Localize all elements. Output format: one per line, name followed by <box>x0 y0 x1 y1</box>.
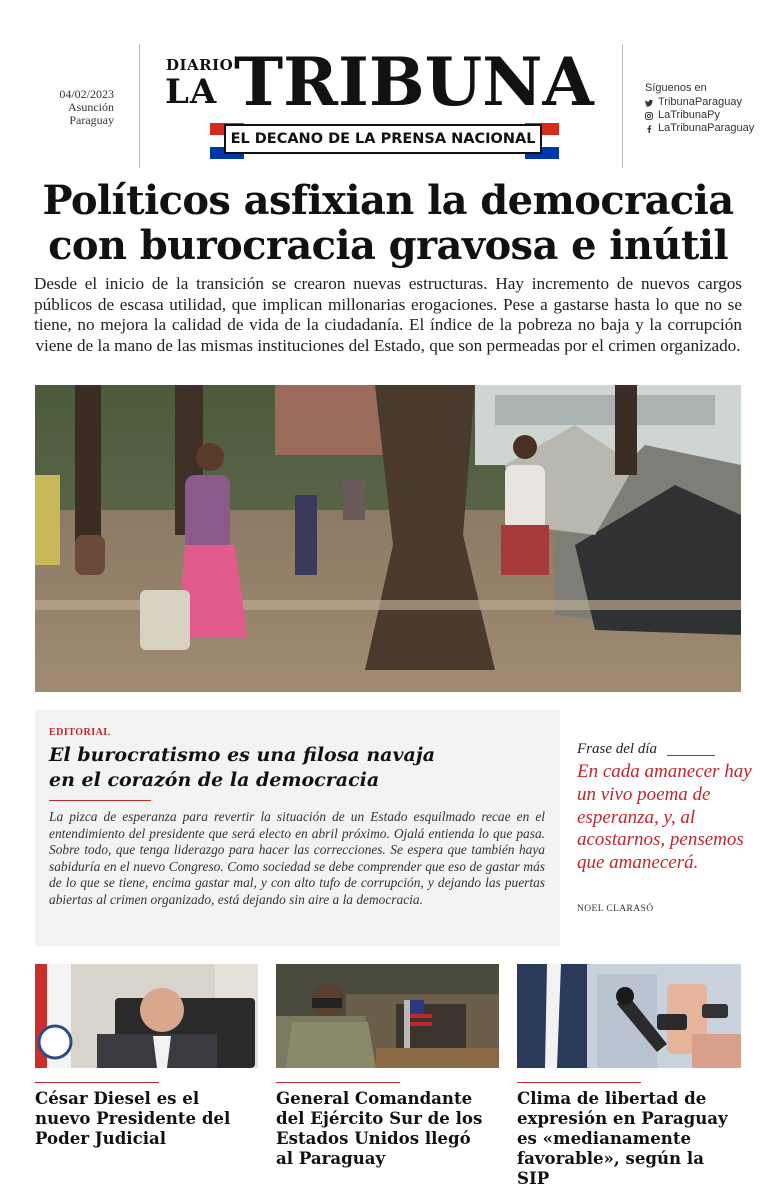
story-3-divider <box>517 1082 641 1083</box>
story-2-illustration <box>276 964 499 1068</box>
editorial-divider <box>49 800 151 801</box>
social-link-facebook[interactable] <box>645 122 770 135</box>
social-links <box>645 82 770 135</box>
main-photo[interactable] <box>35 385 741 692</box>
masthead-divider-left <box>139 44 140 168</box>
twitter-icon <box>645 99 653 107</box>
frase-divider <box>667 755 715 756</box>
story-1-title[interactable]: César Diesel es el nuevo Presidente del Poder Judicial <box>35 1088 231 1148</box>
logo-slogan: EL DECANO DE LA PRENSA NACIONAL <box>224 124 542 154</box>
social-link-twitter[interactable] <box>645 96 770 109</box>
frase-quote: En cada amanecer hay un vivo poema de esperanza, y, al acostarnos, pensemos que amanecerá. <box>577 761 752 874</box>
facebook-icon <box>645 125 653 133</box>
issue-date: 04/02/2023 <box>59 87 114 101</box>
story-3-title[interactable]: Clima de libertad de expresión en Paraguay es «medianamente favorable», según la SIP <box>517 1088 728 1188</box>
main-headline[interactable] <box>20 178 756 268</box>
story-3-illustration <box>517 964 741 1068</box>
issue-country: Paraguay <box>69 113 114 127</box>
issue-city: Asunción <box>68 100 114 114</box>
main-photo-illustration <box>35 385 741 692</box>
story-1-illustration <box>35 964 258 1068</box>
logo-tribuna-text: TRIBUNA <box>234 43 594 121</box>
social-title: Síguenos en <box>645 82 707 94</box>
editorial-title[interactable] <box>49 743 469 793</box>
headline-deck: Desde el inicio de la transición se crearon nuevas estructuras. Hay incremento de nuevos cargos públicos de escasa utilidad, que implican millonarias erogaciones. Pese a gastarse hasta lo que no se tiene, no mejora la calidad de vida de la ciudadanía. El índice de la pobreza no baja y la corrupción viene de la mano de las mismas instituciones del Estado, que son permeadas por el crimen organizado. <box>34 274 742 355</box>
story-1-photo[interactable] <box>35 964 258 1068</box>
instagram-icon <box>645 112 653 120</box>
headline-line-2: con burocracia gravosa e inútil <box>48 222 728 269</box>
story-2-divider <box>276 1082 400 1083</box>
frase-label: Frase del día <box>577 741 657 757</box>
story-1-divider <box>35 1082 159 1083</box>
social-link-instagram[interactable] <box>645 109 770 122</box>
headline-line-1: Políticos asfixian la democracia <box>42 177 734 224</box>
editorial-kicker: EDITORIAL <box>49 727 111 738</box>
story-2-title[interactable]: General Comandante del Ejército Sur de los Estados Unidos llegó al Paraguay <box>276 1088 483 1168</box>
masthead-divider-right <box>622 44 623 168</box>
social-handle: LaTribunaPy <box>658 109 720 121</box>
editorial-title-line-1: El burocratismo es una filosa navaja <box>49 744 436 766</box>
story-3-photo[interactable] <box>517 964 741 1068</box>
story-2-photo[interactable] <box>276 964 499 1068</box>
social-handle: TribunaParaguay <box>658 96 742 108</box>
logo-la-text: LA <box>165 72 218 112</box>
newspaper-logo[interactable] <box>160 44 610 164</box>
logo-diario-text: DIARIO <box>166 56 234 74</box>
editorial-box[interactable] <box>35 710 560 946</box>
editorial-body: La pizca de esperanza para revertir la situación de un Estado esquilmado recae en el entendimiento del presidente que será electo en abril próximo. Ojalá entienda lo que pasa. Sobre todo, que tenga liderazgo para hacer las correcciones. Se espera que también haya sabiduría en el nuevo Congreso. Como sociedad se debe comprender que eso de gastar más de lo que se tiene, encima gastar mal, y con alto tufo de corrupción, y dejando las puertas abiertas al crimen organizado, está dejando sin aire a la democracia. <box>49 809 545 907</box>
social-handle: LaTribunaParaguay <box>658 122 755 134</box>
date-location <box>30 88 114 127</box>
frase-author: NOEL CLARASÓ <box>577 904 654 914</box>
editorial-title-line-2: en el corazón de la democracia <box>49 769 380 791</box>
